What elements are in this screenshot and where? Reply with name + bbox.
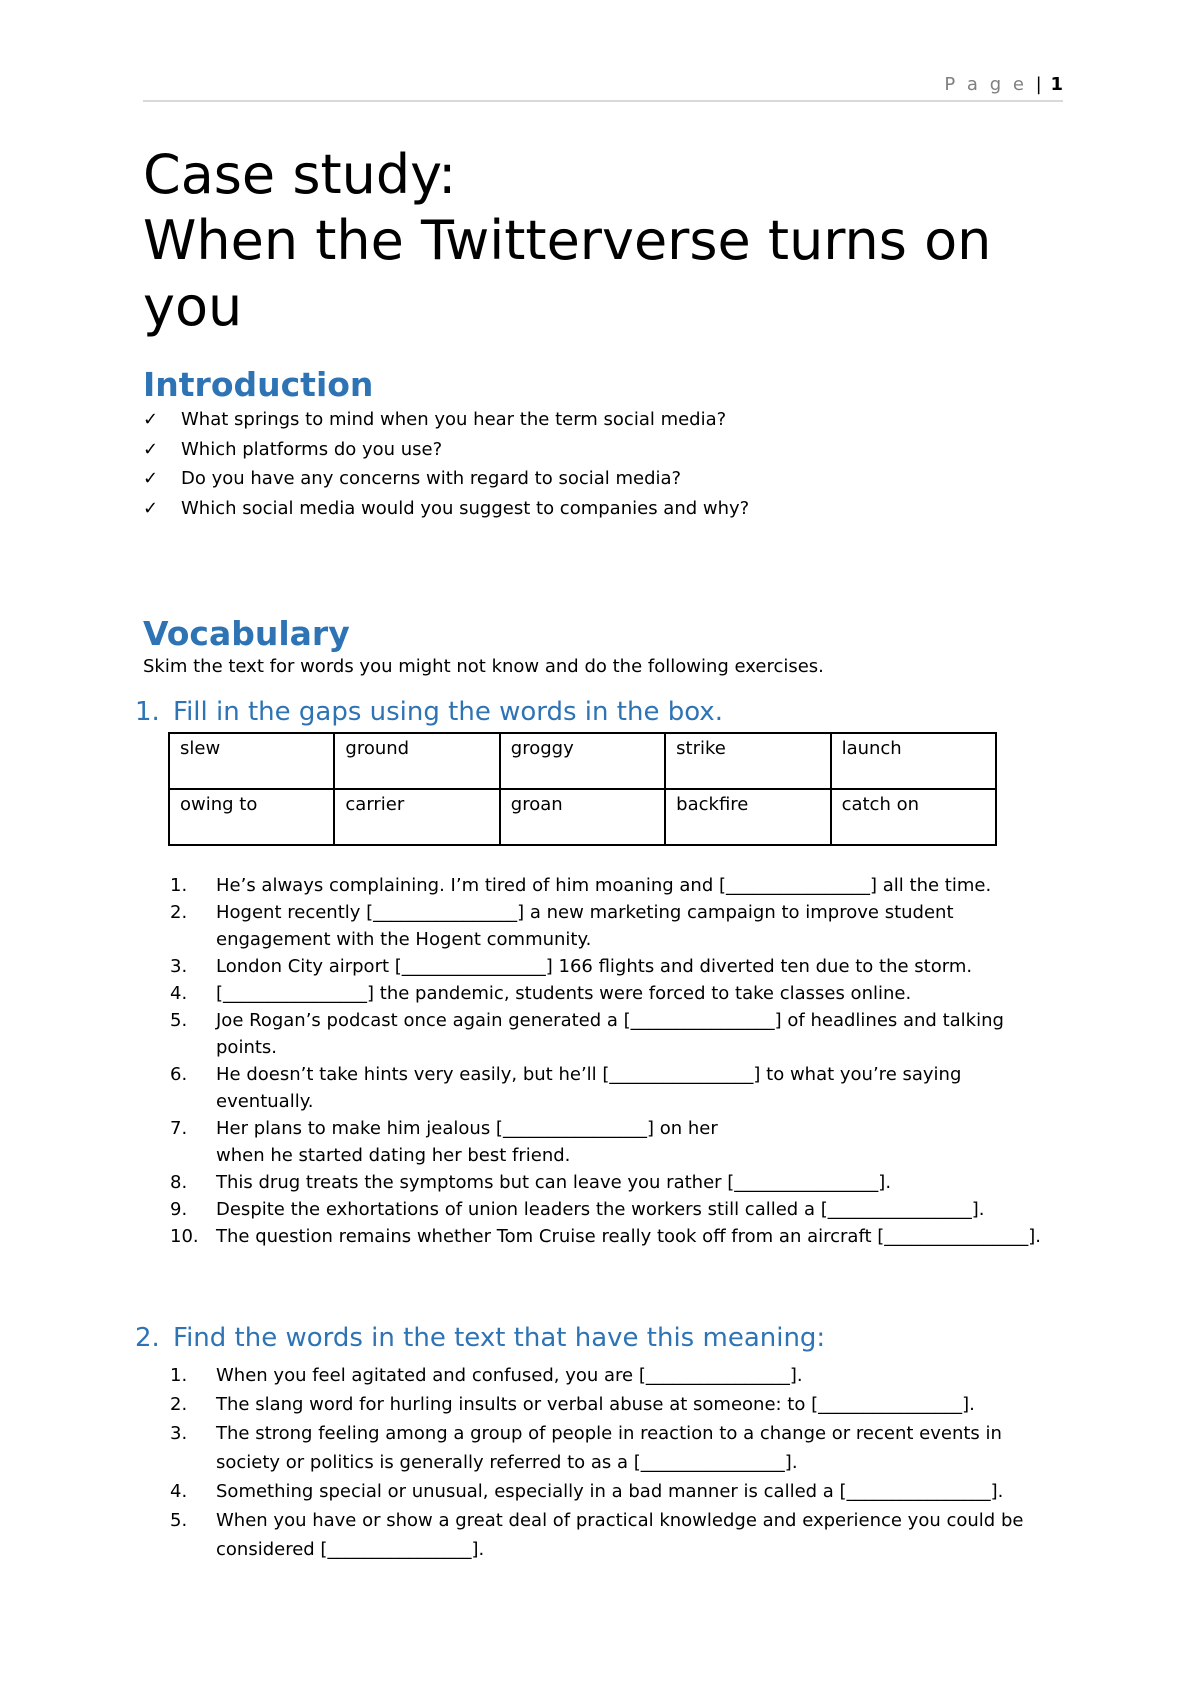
table-row [169, 789, 996, 845]
title-line-3: you [143, 275, 243, 338]
word-cell: strike [665, 733, 830, 789]
exercise-1-list [170, 872, 1050, 1250]
checkmark-icon: ✓ [143, 438, 159, 460]
list-item: ✓ Do you have any concerns with regard to social media? [143, 464, 749, 494]
exercise-1-number: 1. [135, 697, 160, 727]
word-cell: backfire [665, 789, 830, 845]
title-line-2: When the Twitterverse turns on [143, 209, 992, 272]
word-cell: carrier [334, 789, 499, 845]
page-number: 1 [1050, 74, 1063, 95]
list-item: 4. Something special or unusual, especially in a bad manner is called a [________________]. [170, 1481, 1004, 1502]
list-item: 8. This drug treats the symptoms but can leave you rather [________________]. [170, 1172, 892, 1193]
list-item: ✓ Which platforms do you use? [143, 435, 749, 465]
exercise-2-number: 2. [135, 1323, 160, 1353]
list-item: 2. Hogent recently [________________] a new marketing campaign to improve student engagement with the Hogent community. [170, 902, 954, 950]
checkmark-icon: ✓ [143, 497, 159, 519]
vocabulary-heading: Vocabulary [143, 614, 350, 653]
list-item: ✓ What springs to mind when you hear the term social media? [143, 405, 749, 435]
list-item: 10. The question remains whether Tom Cruise really took off from an aircraft [________________]. [170, 1226, 1042, 1247]
checkmark-icon: ✓ [143, 468, 159, 489]
word-cell: slew [169, 733, 334, 789]
checkmark-icon: ✓ [143, 409, 159, 430]
exercise-1-heading [135, 697, 723, 727]
list-item: 3. The strong feeling among a group of people in reaction to a change or recent events in society or politics is generally referred to as a [________________]. [170, 1423, 1002, 1473]
list-item: 1. When you feel agitated and confused, you are [________________]. [170, 1365, 803, 1386]
exercise-1-title: Fill in the gaps using the words in the box. [173, 697, 723, 727]
vocabulary-instruction: Skim the text for words you might not know and do the following exercises. [143, 656, 824, 677]
word-box-table [168, 732, 997, 846]
word-cell: launch [831, 733, 996, 789]
word-cell: groan [500, 789, 665, 845]
list-item: 7. Her plans to make him jealous [________________] on her when he started dating her best friend. [170, 1118, 718, 1166]
list-item: 2. The slang word for hurling insults or verbal abuse at someone: to [________________]. [170, 1394, 975, 1415]
title-line-1: Case study: [143, 143, 457, 206]
list-item: 5. Joe Rogan’s podcast once again generated a [________________] of headlines and talking points. [170, 1010, 1004, 1058]
list-item: 9. Despite the exhortations of union leaders the workers still called a [________________]. [170, 1199, 985, 1220]
list-item: 5. When you have or show a great deal of practical knowledge and experience you could be considered [________________]. [170, 1510, 1024, 1560]
list-item: 3. London City airport [________________] 166 flights and diverted ten due to the storm. [170, 956, 973, 977]
document-title [143, 142, 1093, 340]
list-item: 4. [________________] the pandemic, students were forced to take classes online. [170, 983, 912, 1004]
introduction-heading: Introduction [143, 365, 374, 404]
word-cell: catch on [831, 789, 996, 845]
table-row [169, 733, 996, 789]
introduction-checklist [143, 405, 749, 523]
page-word: P a g e [944, 74, 1027, 95]
page-separator: | [1035, 74, 1042, 95]
list-item: 1. He’s always complaining. I’m tired of him moaning and [________________] all the time. [170, 875, 992, 896]
word-cell: owing to [169, 789, 334, 845]
word-cell: groggy [500, 733, 665, 789]
exercise-2-heading [135, 1323, 825, 1353]
page-header [143, 74, 1063, 102]
word-cell: ground [334, 733, 499, 789]
list-item: ✓ Which social media would you suggest to companies and why? [143, 494, 749, 524]
list-item: 6. He doesn’t take hints very easily, but he’ll [________________] to what you’re saying eventually. [170, 1064, 962, 1112]
exercise-2-list [170, 1361, 1050, 1564]
exercise-2-title: Find the words in the text that have this meaning: [173, 1323, 826, 1353]
